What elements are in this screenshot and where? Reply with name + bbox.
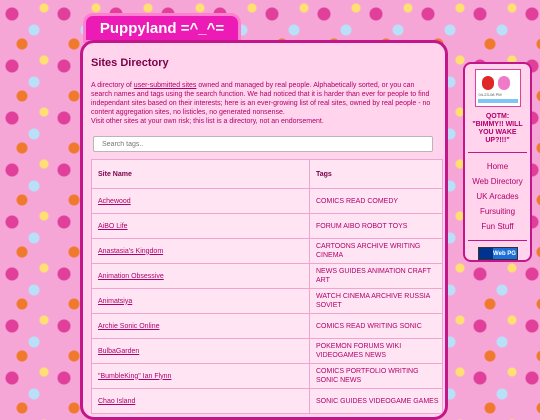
table-header-row — [92, 160, 443, 189]
table-row — [92, 239, 443, 264]
main-panel — [80, 40, 448, 420]
table-row — [92, 339, 443, 364]
site-tags: COMICS READ COMEDY — [310, 189, 443, 214]
quote-of-the-month — [468, 113, 527, 145]
site-tags: FORUM AIBO ROBOT TOYS — [310, 214, 443, 239]
sidebar — [463, 62, 532, 262]
badge-date: 04-23-08 PM — [478, 92, 502, 97]
site-link[interactable]: AiBO Life — [98, 222, 128, 230]
table-row — [92, 214, 443, 239]
site-tags: POKEMON FORUMS WIKI VIDEOGAMES NEWS — [310, 339, 443, 364]
qotm-label: QOTM: — [485, 113, 510, 120]
site-link[interactable]: "BumbleKing" Ian Flynn — [98, 372, 172, 380]
column-header-tags: Tags — [310, 160, 443, 189]
badge-bar — [478, 99, 518, 103]
site-tags: CARTOONS ARCHIVE WRITING CINEMA — [310, 239, 443, 264]
site-link[interactable]: Archie Sonic Online — [98, 322, 160, 330]
table-row — [92, 264, 443, 289]
table-row — [92, 289, 443, 314]
site-link[interactable]: Chao Island — [98, 397, 136, 405]
web-badge-icon — [479, 248, 493, 259]
site-link[interactable]: Animation Obsessive — [98, 272, 164, 280]
site-tags: WATCH CINEMA ARCHIVE RUSSIA SOVIET — [310, 289, 443, 314]
nav-uk-arcades[interactable]: UK Arcades — [476, 192, 519, 201]
web-badge[interactable] — [478, 247, 518, 260]
site-link[interactable]: BulbaGarden — [98, 347, 140, 355]
site-title: Puppyland =^_^= — [99, 19, 225, 37]
site-link[interactable]: Achewood — [98, 197, 131, 205]
user-submitted-sites-link[interactable]: user-submitted sites — [133, 82, 197, 89]
site-tags: COMICS PORTFOLIO WRITING SONIC NEWS — [310, 364, 443, 389]
character-red-icon — [482, 76, 494, 90]
web-badge-label: Web PG — [493, 248, 517, 259]
character-badge — [475, 69, 521, 107]
search-box[interactable] — [93, 136, 433, 152]
page-title: Sites Directory — [91, 57, 169, 69]
nav-home[interactable]: Home — [486, 162, 509, 171]
sidebar-nav — [468, 152, 527, 241]
column-header-site-name: Site Name — [92, 160, 310, 189]
site-title-tab — [83, 13, 241, 43]
site-tags: NEWS GUIDES ANIMATION CRAFT ART — [310, 264, 443, 289]
nav-fursuiting[interactable]: Fursuiting — [479, 207, 516, 216]
nav-fun-stuff[interactable]: Fun Stuff — [481, 222, 514, 231]
intro-text: A directory of user-submitted sites owned and managed by real people. Alphabetically sorted, or you can search names and tags using the search function. We had noticed that it is harder than ever for people to find independant sites based on their interests; here is an ever-growing list of real sites, owned by real people - no content aggregation sites, no listicles, no generated nonsense. Visit other sites at your own risk; this list is a directory, not an endorsement. — [91, 82, 431, 125]
table-row — [92, 189, 443, 214]
search-input[interactable] — [100, 140, 432, 149]
character-pink-icon — [498, 76, 510, 90]
site-link[interactable]: Animatsiya — [98, 297, 133, 305]
sites-table — [91, 159, 443, 414]
nav-web-directory[interactable]: Web Directory — [472, 177, 523, 186]
site-link[interactable]: Anastasia's Kingdom — [98, 247, 164, 255]
table-row — [92, 389, 443, 414]
table-row — [92, 314, 443, 339]
intro-warning: Visit other sites at your own risk; this list is a directory, not an endorsement. — [91, 118, 324, 125]
site-tags: COMICS READ WRITING SONIC — [310, 314, 443, 339]
qotm-text: "BIMMY!! WILL YOU WAKE UP?!!!" — [472, 121, 523, 144]
table-row — [92, 364, 443, 389]
site-tags: SONIC GUIDES VIDEOGAME GAMES — [310, 389, 443, 414]
